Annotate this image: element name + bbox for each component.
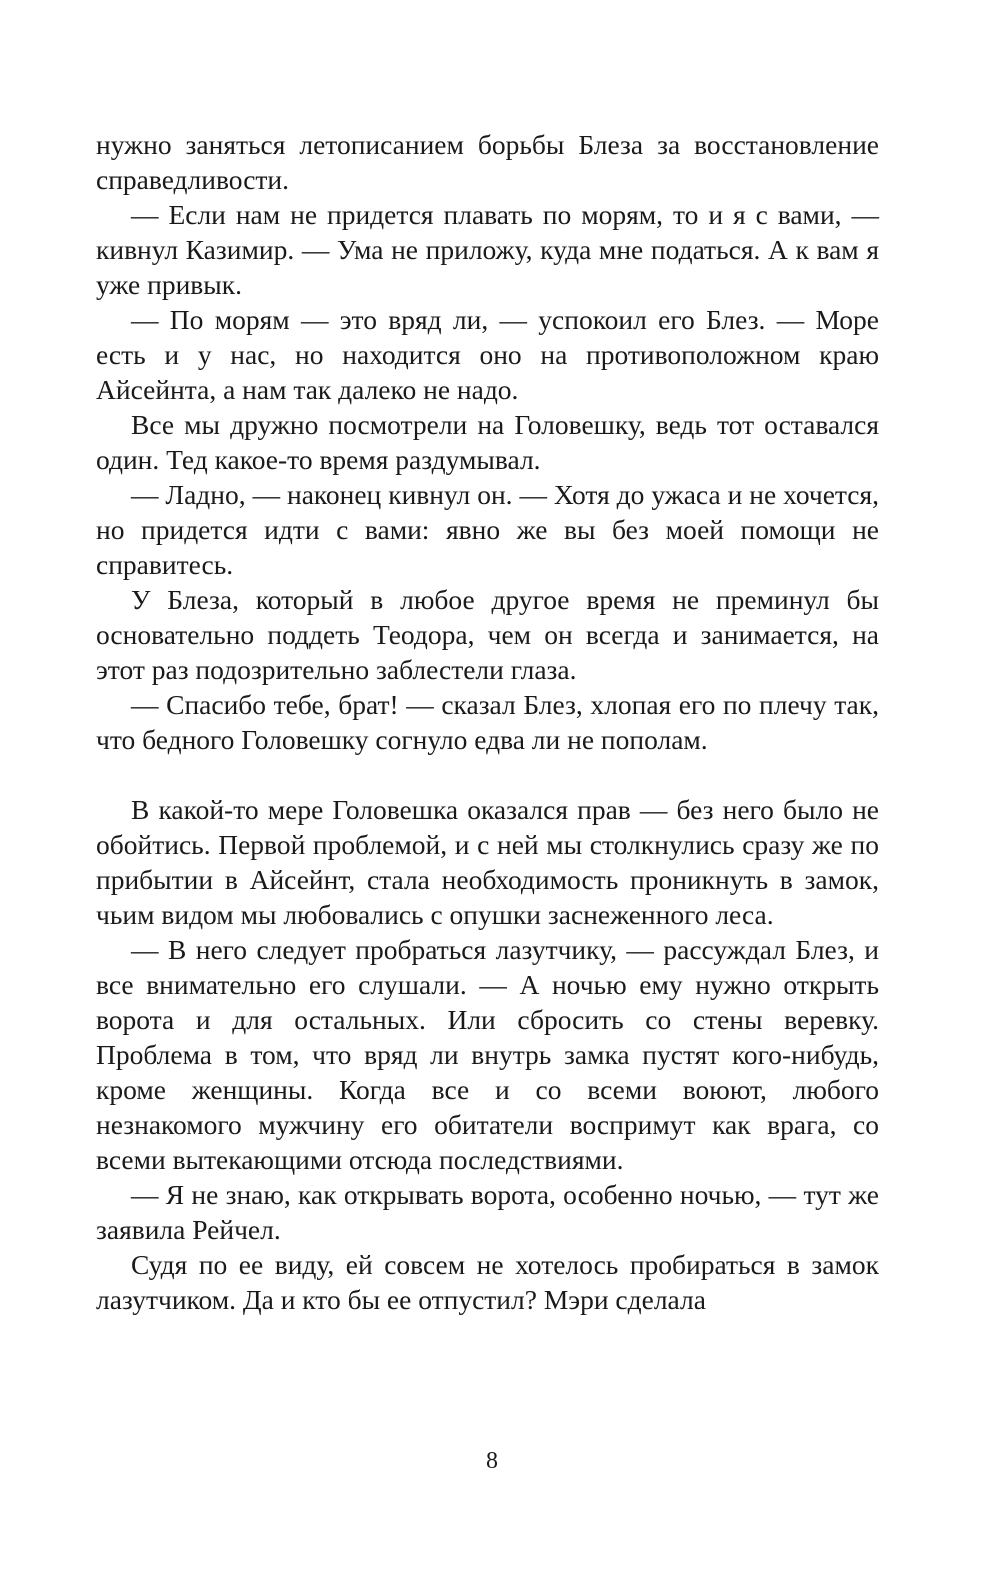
paragraph: Все мы дружно посмотрели на Головешку, ведь тот оставался один. Тед какое-то время раздумывал. [96, 409, 879, 475]
paragraph: — Спасибо тебе, брат! — сказал Блез, хлопая его по плечу так, что бедного Головешку согнуло едва ли не пополам. [96, 689, 879, 755]
paragraph: Судя по ее виду, ей совсем не хотелось пробираться в замок лазутчиком. Да и кто бы ее отпустил? Мэри сделала [96, 1249, 879, 1315]
paragraph: — По морям — это вряд ли, — успокоил его Блез. — Море есть и у нас, но находится оно на противоположном краю Айсейнта, а нам так далеко не надо. [96, 304, 879, 405]
paragraph: — В него следует пробраться лазутчику, — рассуждал Блез, и все внимательно его слушали. — А ночью ему нужно открыть ворота и для остальных. Или сбросить со стены веревку. Проблема в том, что вряд ли внутрь замка пустят кого-нибудь, кроме женщины. Когда все и со всеми воюют, любого незнакомого мужчину его обитатели воспримут как врага, со всеми вытекающими отсюда последствиями. [96, 934, 879, 1175]
paragraph: — Я не знаю, как открывать ворота, особенно ночью, — тут же заявила Рейчел. [96, 1179, 879, 1245]
paragraph: В какой-то мере Головешка оказался прав — без него было не обойтись. Первой проблемой, и с ней мы столкнулись сразу же по прибытии в Айсейнт, стала необходимость проникнуть в замок, чьим видом мы любовались с опушки заснеженного леса. [96, 794, 879, 930]
paragraph: — Ладно, — наконец кивнул он. — Хотя до ужаса и не хочется, но придется идти с вами: явно же вы без моей помощи не справитесь. [96, 479, 879, 580]
paragraph: нужно заняться летописанием борьбы Блеза за восстановление справедливости. [96, 129, 879, 195]
body-text [96, 127, 879, 1317]
section-break [96, 757, 879, 792]
paragraph: — Если нам не придется плавать по морям, то и я с вами, — кивнул Казимир. — Ума не приложу, куда мне податься. А к вам я уже привык. [96, 199, 879, 300]
paragraph: У Блеза, который в любое другое время не преминул бы основательно поддеть Теодора, чем он всегда и занимается, на этот раз подозрительно заблестели глаза. [96, 584, 879, 685]
page-number: 8 [486, 1448, 498, 1474]
